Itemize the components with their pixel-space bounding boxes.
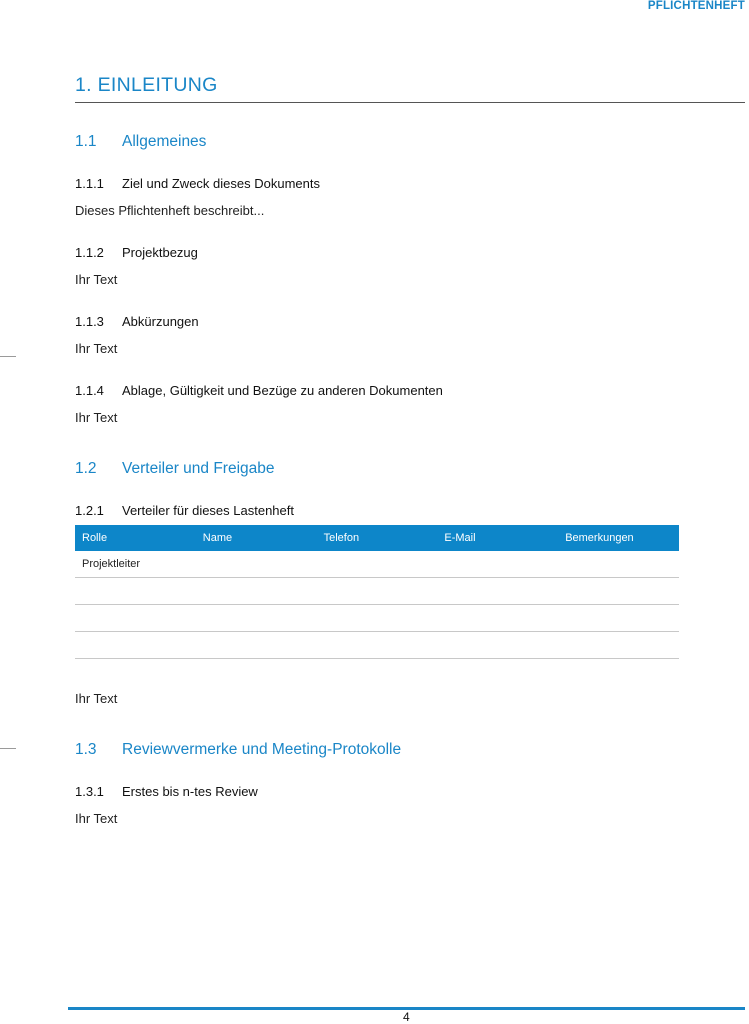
table-cell <box>196 632 317 659</box>
section-title: Verteiler und Freigabe <box>122 460 275 477</box>
column-header-name: Name <box>196 525 317 551</box>
section-heading-review <box>75 741 401 759</box>
subsection-title: Ablage, Gültigkeit und Bezüge zu anderen Dokumenten <box>122 383 443 398</box>
section-title: Allgemeines <box>122 133 207 150</box>
subsection-heading-abkuerzungen <box>75 314 199 329</box>
subsection-heading-verteiler-liste <box>75 503 294 518</box>
table-cell <box>75 632 196 659</box>
table-cell <box>317 632 438 659</box>
section-heading-allgemeines <box>75 133 206 151</box>
chapter-title: 1. EINLEITUNG <box>75 74 218 96</box>
table-cell <box>317 551 438 578</box>
running-header: PFLICHTENHEFT <box>647 0 745 12</box>
section-title: Reviewvermerke und Meeting-Protokolle <box>122 741 402 758</box>
table-cell <box>196 551 317 578</box>
table-cell <box>558 578 679 605</box>
table-cell <box>75 605 196 632</box>
subsection-title: Ziel und Zweck dieses Dokuments <box>122 176 320 191</box>
table-cell <box>437 578 558 605</box>
margin-mark <box>0 748 16 749</box>
subsection-title: Erstes bis n-tes Review <box>122 784 258 799</box>
body-text: Ihr Text <box>75 272 118 287</box>
section-heading-verteiler <box>75 460 275 478</box>
subsection-number: 1.3.1 <box>75 784 104 799</box>
table-cell <box>317 578 438 605</box>
table-row <box>75 605 679 632</box>
chapter-rule <box>75 102 745 103</box>
table-cell <box>437 632 558 659</box>
page-number: 4 <box>403 1010 410 1024</box>
table-row <box>75 551 679 578</box>
subsection-number: 1.1.3 <box>75 314 104 329</box>
subsection-title: Projektbezug <box>122 245 198 260</box>
section-number: 1.3 <box>75 741 97 758</box>
table-cell: Projektleiter <box>75 551 196 578</box>
margin-mark <box>0 356 16 357</box>
column-header-telefon: Telefon <box>317 525 438 551</box>
table-cell <box>317 605 438 632</box>
column-header-bemerkungen: Bemerkungen <box>558 525 679 551</box>
column-header-rolle: Rolle <box>75 525 196 551</box>
distribution-table <box>75 525 679 659</box>
subsection-title: Abkürzungen <box>122 314 199 329</box>
table-cell <box>196 605 317 632</box>
subsection-title: Verteiler für dieses Lastenheft <box>122 503 294 518</box>
table-cell <box>437 551 558 578</box>
body-text: Ihr Text <box>75 691 118 706</box>
body-text: Ihr Text <box>75 811 118 826</box>
table-row <box>75 578 679 605</box>
table-cell <box>558 605 679 632</box>
table-cell <box>196 578 317 605</box>
subsection-heading-ablage <box>75 383 443 398</box>
table-cell <box>558 551 679 578</box>
subsection-number: 1.2.1 <box>75 503 104 518</box>
subsection-heading-ziel <box>75 176 320 191</box>
table-header-row <box>75 525 679 551</box>
subsection-number: 1.1.4 <box>75 383 104 398</box>
subsection-heading-projektbezug <box>75 245 198 260</box>
subsection-number: 1.1.2 <box>75 245 104 260</box>
section-number: 1.2 <box>75 460 97 477</box>
table-cell <box>558 632 679 659</box>
body-text: Ihr Text <box>75 410 118 425</box>
body-text: Ihr Text <box>75 341 118 356</box>
subsection-heading-erstes-review <box>75 784 258 799</box>
section-number: 1.1 <box>75 133 97 150</box>
column-header-email: E-Mail <box>437 525 558 551</box>
table-cell <box>75 578 196 605</box>
body-text: Dieses Pflichtenheft beschreibt... <box>75 203 265 218</box>
table-row <box>75 632 679 659</box>
table-cell <box>437 605 558 632</box>
subsection-number: 1.1.1 <box>75 176 104 191</box>
